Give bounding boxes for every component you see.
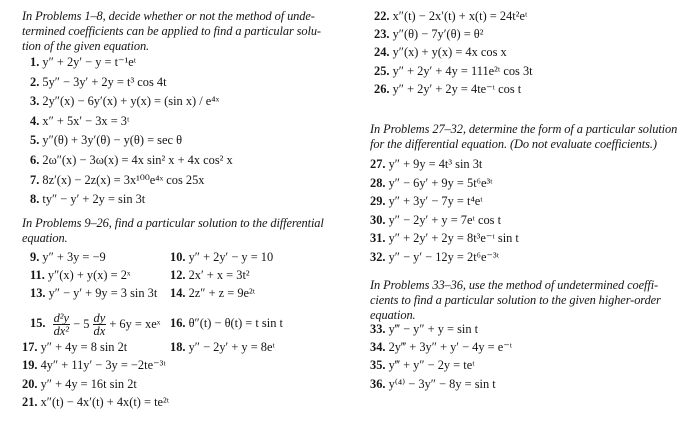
problem-number: 28. [370,175,386,190]
problem-item [370,176,493,191]
problem-number: 16. [170,316,186,330]
problem-item [170,250,273,265]
problem-equation: y″ − 2y′ + y = 7eᵗ cos t [388,212,502,227]
section3-line: for the differential equation. (Do not evaluate coefficients.) [370,137,657,151]
problem-number: 29. [370,194,386,208]
problem-equation: y″ + 2y′ − y = t⁻¹eᵗ [42,55,137,69]
problem-number: 13. [30,286,46,301]
problem-number: 11. [30,268,45,283]
problem-number: 2. [30,74,40,89]
problem-item [30,286,157,301]
problem-equation: 2y‴ + 3y″ + y′ − 4y = e⁻ᵗ [388,340,513,355]
problem-item [370,250,499,265]
section4-line: equation. [370,308,416,322]
problem-equation: y″(x) + y(x) = 4x cos x [392,45,507,60]
problem-number: 6. [30,153,40,167]
problem-item [170,268,250,283]
section2-line: In Problems 9–26, find a particular solution to the differential [22,216,324,230]
problem-item [370,213,501,228]
problem-equation: y″(θ) + 3y′(θ) − y(θ) = sec θ [42,133,183,148]
problem-number: 19. [22,358,38,372]
problem-number: 8. [30,192,40,207]
problem-equation: x″(t) − 4x′(t) + 4x(t) = te²ᵗ [40,395,170,409]
problem-item [30,75,167,90]
problem-equation: θ″(t) − θ(t) = t sin t [188,316,283,330]
problem-18 [170,340,275,355]
problem-number: 20. [22,376,38,391]
problem-item [374,27,483,42]
problem-number: 26. [374,81,390,96]
problem-number: 1. [30,55,40,69]
problem-number: 31. [370,231,386,245]
problem-equation: y″ + 2y′ + 2y = 8t³e⁻ᵗ sin t [388,231,519,245]
problem-number: 18. [170,340,186,354]
fraction-top: d²y [53,310,70,325]
problem-item [30,94,219,109]
problem-item [30,268,131,283]
problem-number: 12. [170,268,186,283]
problem-item [30,114,129,129]
problem-item [30,133,182,148]
problem-equation: y″ − y′ − 12y = 2t⁶e⁻³ᵗ [388,249,500,264]
problem-item [370,157,482,172]
problem-item [370,358,475,373]
problem-equation: x″ + 5x′ − 3x = 3ᵗ [42,113,130,128]
problem-item [22,395,169,410]
section4-line: cients to find a particular solution to the given higher-order [370,293,661,307]
fraction-dy-dx [93,312,107,337]
problem-item [374,64,533,79]
problem-item [30,55,136,70]
problem-item [374,45,507,60]
problem-item [370,377,496,392]
problem-equation: y″ + 2y′ − y = 10 [188,250,274,264]
intro-line: termined coefficients can be applied to find a particular solu- [22,24,321,38]
problem-equation: y″ + 2y′ + 2y = 4te⁻ᵗ cos t [392,81,522,96]
problem-number: 23. [374,27,390,42]
problem-equation: y″ + 3y′ − 7y = t⁴eᵗ [388,194,483,208]
problem-number: 3. [30,94,40,109]
problem-equation: y″ + 3y = −9 [42,250,106,264]
problem-number: 10. [170,250,186,264]
problem-number: 17. [22,340,38,354]
problem-equation: y″ + 9y = 4t³ sin 3t [388,157,483,171]
fraction-bottom: dx [93,323,106,338]
problem-number: 30. [370,212,386,227]
problem-item [374,82,521,97]
problem-item [30,250,106,265]
problem-equation: 8z′(x) − 2z(x) = 3x¹⁰⁰e⁴ˣ cos 25x [42,172,205,187]
problem-number: 9. [30,250,40,264]
problem-equation: y‴ − y″ + y = sin t [388,322,479,336]
problem-number: 33. [370,322,386,336]
problem-item [370,322,478,337]
section2-line: equation. [22,231,68,245]
problem-equation: 2z″ + z = 9e²ᵗ [188,286,256,301]
section3-line: In Problems 27–32, determine the form of a particular solution [370,122,678,136]
problem-equation: y″ − y′ + 9y = 3 sin 3t [48,286,158,301]
problem-item [170,286,255,301]
problem-equation: 2ω″(x) − 3ω(x) = 4x sin² x + 4x cos² x [42,153,233,167]
problem-16 [170,316,283,331]
problem-number: 34. [370,340,386,355]
problem-item [370,231,519,246]
fraction-d2y-dx2 [53,312,70,337]
problem-number: 7. [30,172,40,187]
problem-number: 21. [22,395,38,409]
problem-number: 14. [170,286,186,301]
problem-equation: y⁽⁴⁾ − 3y″ − 8y = sin t [388,376,496,391]
problem-equation: y″ + 2y′ + 4y = 111e²ᵗ cos 3t [392,63,533,78]
fraction-bottom: dx² [53,323,70,338]
problem-equation: 5y″ − 3y′ + 2y = t³ cos 4t [42,74,167,89]
problem-number: 15. [30,316,46,330]
problem-equation: y″(θ) − 7y′(θ) = θ² [392,27,484,42]
problem-number: 5. [30,133,40,148]
fraction-tail: + 6y = xeˣ [109,317,161,332]
problem-equation: x″(t) − 2x′(t) + x(t) = 24t²eᵗ [392,9,528,23]
problem-number: 22. [374,9,390,23]
problem-equation: y″ − 6y′ + 9y = 5t⁶e³ᵗ [388,175,493,190]
problem-number: 35. [370,358,386,373]
problem-item [370,194,483,209]
problem-item [22,358,166,373]
intro-line: tion of the given equation. [22,39,150,53]
problem-equation: y″(x) + y(x) = 2ˣ [47,268,131,283]
fraction-mid: − 5 [73,317,90,332]
problem-number: 25. [374,63,390,78]
section4-line: In Problems 33–36, use the method of undetermined coeffi- [370,278,659,292]
problem-number: 32. [370,249,386,264]
problem-equation: 4y″ + 11y′ − 3y = −2te⁻³ᵗ [40,358,166,372]
problem-equation: y″ − 2y′ + y = 8eᵗ [188,340,275,354]
problem-item [374,9,527,24]
problem-17 [22,340,127,355]
problem-equation: 2y″(x) − 6y′(x) + y(x) = (sin x) / e⁴ˣ [42,94,220,109]
problem-equation: y‴ + y″ − 2y = teᵗ [388,358,475,373]
problem-number: 27. [370,157,386,171]
problem-number: 24. [374,45,390,60]
problem-item [30,192,145,207]
problem-item [30,173,205,188]
problem-item [30,153,233,168]
problem-equation: y″ + 4y = 16t sin 2t [40,376,137,391]
problem-item [22,377,137,392]
problem-item [370,340,512,355]
problem-equation: ty″ − y′ + 2y = sin 3t [42,192,146,207]
fraction-top: dy [93,310,106,325]
problem-15 [30,306,160,340]
problem-equation: 2x′ + x = 3t² [188,268,250,283]
problem-number: 4. [30,113,40,128]
intro-line: In Problems 1–8, decide whether or not the method of unde- [22,9,315,23]
problem-number: 36. [370,376,386,391]
problem-equation: y″ + 4y = 8 sin 2t [40,340,128,354]
